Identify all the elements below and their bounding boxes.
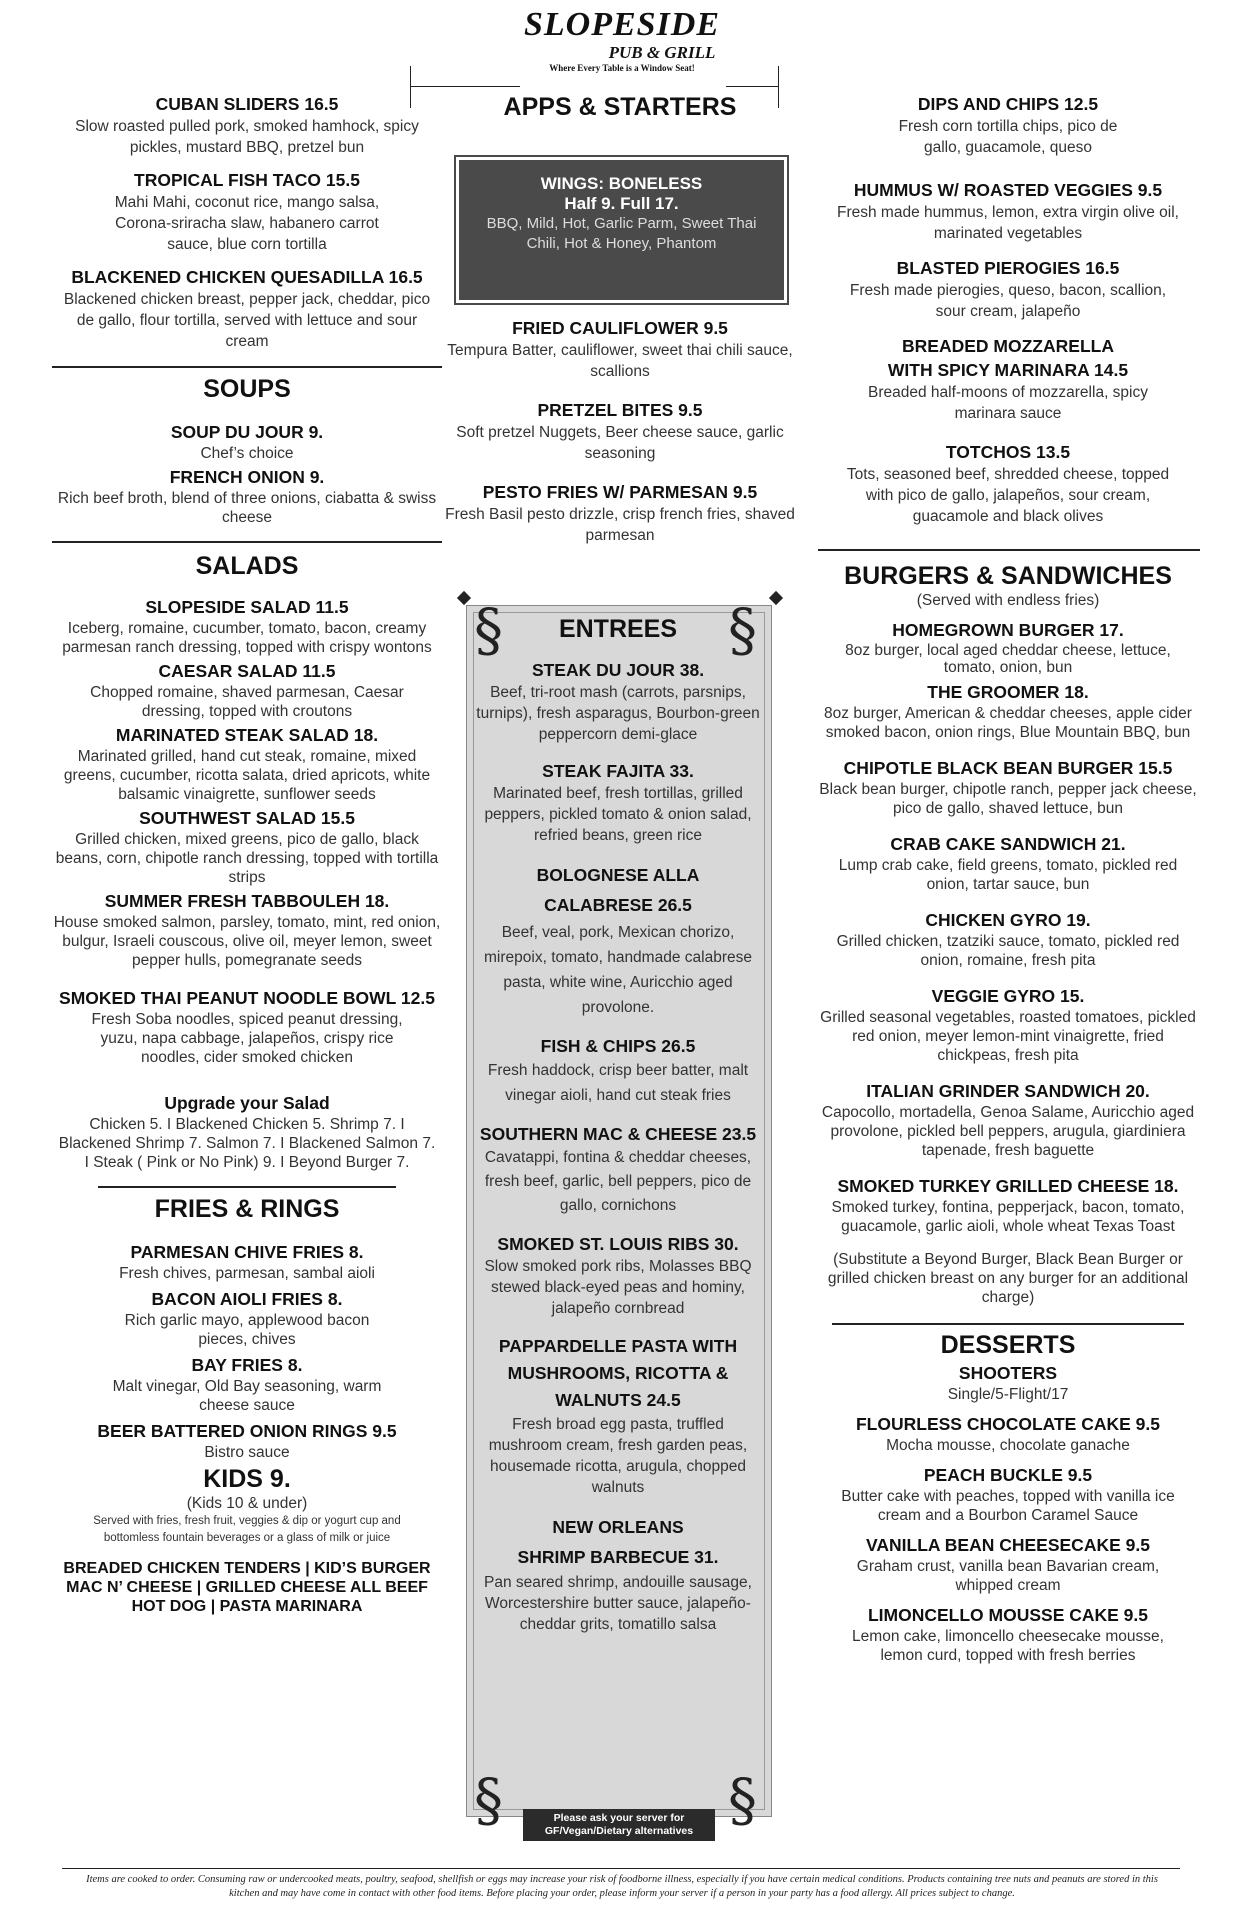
item-desc: Lemon cake, limoncello cheesecake mousse, lemon curd, topped with fresh berries	[852, 1628, 1164, 1664]
top-rule-left	[410, 86, 520, 87]
item-desc: Iceberg, romaine, cucumber, tomato, bacon, creamy parmesan ranch dressing, topped with crispy wontons	[62, 620, 432, 656]
item-title: BLACKENED CHICKEN QUESADILLA 16.5	[71, 267, 423, 287]
item-desc: Slow roasted pulled pork, smoked hamhock, spicy pickles, mustard BBQ, pretzel bun	[75, 118, 419, 156]
item-title: MARINATED STEAK SALAD 18.	[115, 725, 379, 745]
item-title: VANILLA BEAN CHEESECAKE 9.5	[866, 1535, 1150, 1555]
item-desc: Tots, seasoned beef, shredded cheese, topped with pico de gallo, jalapeños, sour cream, guacamole and black olives	[846, 466, 1170, 525]
item-title: CAESAR SALAD 11.5	[158, 661, 336, 681]
item-desc: Fresh haddock, crisp beer batter, malt vinegar aioli, hand cut steak fries	[487, 1062, 749, 1104]
item-desc: Breaded half-moons of mozzarella, spicy marinara sauce	[868, 384, 1148, 422]
item-title: TROPICAL FISH TACO 15.5	[134, 170, 360, 190]
menu-item	[432, 316, 808, 382]
menu-item	[818, 1361, 1198, 1404]
menu-item	[52, 1353, 442, 1415]
item-desc: Single/5-Flight/17	[947, 1386, 1069, 1403]
item-title: CHICKEN GYRO 19.	[925, 910, 1091, 930]
kids-note: Served with fries, fresh fruit, veggies & dip or yogurt cup and bottomless fountain beverages or a glass of milk or juice	[93, 1515, 401, 1544]
apps-heading: APPS & STARTERS	[503, 93, 737, 121]
burgers-sub: (Served with endless fries)	[916, 592, 1100, 609]
section-divider	[52, 366, 442, 368]
item-title: CHIPOTLE BLACK BEAN BURGER 15.5	[843, 758, 1173, 778]
upgrade-title: Upgrade your Salad	[164, 1093, 330, 1113]
wings-title: WINGS: BONELESS	[540, 174, 703, 193]
corner-diamond-icon	[769, 591, 783, 605]
item-title: PARMESAN CHIVE FRIES 8.	[130, 1242, 364, 1262]
dietary-notice: Please ask your server for GF/Vegan/Dietary alternatives	[523, 1809, 715, 1841]
menu-item	[818, 908, 1198, 970]
item-title: PEACH BUCKLE 9.5	[923, 1465, 1093, 1485]
item-title: PESTO FRIES W/ PARMESAN 9.5	[482, 482, 758, 502]
item-desc: Mahi Mahi, coconut rice, mango salsa, Corona-sriracha slaw, habanero carrot sauce, blue corn tortilla	[114, 194, 380, 253]
menu-item	[476, 658, 760, 745]
item-desc: Grilled chicken, tzatziki sauce, tomato, pickled red onion, romaine, fresh pita	[836, 933, 1180, 969]
menu-item	[52, 265, 442, 352]
item-title: VEGGIE GYRO 15.	[931, 986, 1085, 1006]
menu-item	[818, 1463, 1198, 1525]
entrees-column	[476, 612, 760, 1645]
menu-item	[52, 595, 442, 657]
item-desc: Beef, veal, pork, Mexican chorizo, mirepoix, tomato, handmade calabrese pasta, white wine, Auricchio aged provolone.	[484, 924, 752, 1016]
item-desc: Fresh Basil pesto drizzle, crisp french fries, shaved parmesan	[445, 506, 795, 544]
item-desc: Blackened chicken breast, pepper jack, cheddar, pico de gallo, flour tortilla, served with lettuce and sour cream	[63, 291, 431, 350]
kids-heading: KIDS 9.	[203, 1465, 291, 1493]
item-title: SOUTHERN MAC & CHEESE 23.5	[479, 1124, 757, 1144]
item-title: BOLOGNESE ALLA CALABRESE 26.5	[536, 865, 700, 915]
menu-item	[818, 440, 1198, 527]
item-desc: Soft pretzel Nuggets, Beer cheese sauce, garlic seasoning	[456, 424, 784, 462]
item-desc: Chopped romaine, shaved parmesan, Caesar dressing, topped with croutons	[90, 684, 404, 720]
menu-item	[52, 420, 442, 463]
section-divider	[52, 541, 442, 543]
logo-tagline: Where Every Table is a Window Seat!	[549, 63, 695, 73]
logo-subname: PUB & GRILL	[608, 43, 716, 62]
item-title: THE GROOMER 18.	[927, 682, 1089, 702]
item-title: LIMONCELLO MOUSSE CAKE 9.5	[867, 1605, 1149, 1625]
upgrade-salad	[52, 1091, 442, 1172]
item-desc: Tempura Batter, cauliflower, sweet thai chili sauce, scallions	[447, 342, 793, 380]
footer-divider	[62, 1868, 1180, 1869]
item-desc: Fresh broad egg pasta, truffled mushroom cream, fresh garden peas, housemade ricotta, arugula, chopped walnuts	[488, 1416, 748, 1496]
item-desc: Butter cake with peaches, topped with vanilla ice cream and a Bourbon Caramel Sauce	[841, 1488, 1175, 1524]
item-desc: Graham crust, vanilla bean Bavarian cream, whipped cream	[856, 1558, 1160, 1594]
menu-item	[818, 680, 1198, 742]
item-title: SOUP DU JOUR 9.	[170, 422, 324, 442]
kids-sub: (Kids 10 & under)	[186, 1495, 308, 1512]
item-title: STEAK FAJITA 33.	[542, 761, 694, 781]
item-title: SUMMER FRESH TABBOULEH 18.	[104, 891, 390, 911]
item-title: SMOKED ST. LOUIS RIBS 30.	[497, 1234, 739, 1254]
item-title: PAPPARDELLE PASTA WITH MUSHROOMS, RICOTTA & WALNUTS 24.5	[498, 1336, 738, 1410]
item-desc: Beef, tri-root mash (carrots, parsnips, turnips), fresh asparagus, Bourbon-green peppercorn demi-glace	[476, 684, 760, 743]
item-title: CRAB CAKE SANDWICH 21.	[890, 834, 1126, 854]
item-desc: Marinated grilled, hand cut steak, romaine, mixed greens, cucumber, ricotta salata, dried apricots, white balsamic vinaigrette, sunflower seeds	[63, 748, 431, 803]
item-desc: Fresh made pierogies, queso, bacon, scallion, sour cream, jalapeño	[849, 282, 1167, 320]
menu-item	[432, 398, 808, 464]
apps-column	[432, 90, 808, 124]
scroll-ornament-icon: §	[474, 596, 503, 664]
logo-name: SLOPESIDE	[523, 6, 721, 43]
item-desc: Grilled seasonal vegetables, roasted tomatoes, pickled red onion, meyer lemon-mint vinaigrette, fried chickpeas, fresh pita	[820, 1009, 1196, 1064]
menu-item	[818, 984, 1198, 1065]
item-desc: 8oz burger, American & cheddar cheeses, apple cider smoked bacon, onion rings, Blue Mountain BBQ, bun	[824, 705, 1192, 741]
item-desc: Fresh corn tortilla chips, pico de gallo, guacamole, queso	[898, 118, 1118, 156]
menu-item	[52, 465, 442, 527]
item-desc: Bistro sauce	[204, 1444, 290, 1461]
menu-item	[476, 1232, 760, 1319]
item-title: BEER BATTERED ONION RINGS 9.5	[97, 1421, 397, 1441]
menu-item	[52, 986, 442, 1067]
item-title: FLOURLESS CHOCOLATE CAKE 9.5	[855, 1414, 1160, 1434]
scroll-ornament-icon: §	[728, 596, 757, 664]
item-desc: Smoked turkey, fontina, pepperjack, bacon, tomato, guacamole, garlic aioli, whole wheat Texas Toast	[831, 1199, 1185, 1235]
item-title: TOTCHOS 13.5	[945, 442, 1071, 462]
item-title: SLOPESIDE SALAD 11.5	[145, 597, 349, 617]
top-rule-right	[726, 86, 778, 87]
item-title: SOUTHWEST SALAD 15.5	[139, 808, 355, 828]
item-desc: Black bean burger, chipotle ranch, pepper jack cheese, pico de gallo, shaved lettuce, bun	[819, 781, 1197, 817]
wings-price: Half 9. Full 17.	[564, 194, 679, 213]
menu-item	[818, 334, 1198, 424]
menu-item	[818, 92, 1198, 158]
fries-heading: FRIES & RINGS	[154, 1195, 340, 1223]
wings-box	[459, 160, 784, 300]
item-desc: Marinated beef, fresh tortillas, grilled peppers, pickled tomato & onion salad, refried beans, green rice	[484, 785, 752, 844]
menu-item	[818, 756, 1198, 818]
item-title: SMOKED TURKEY GRILLED CHEESE 18.	[837, 1176, 1179, 1196]
right-column	[818, 92, 1198, 1675]
menu-item	[818, 178, 1198, 244]
menu-item	[476, 1333, 760, 1498]
menu-item	[818, 1079, 1198, 1160]
item-desc: Rich beef broth, blend of three onions, ciabatta & swiss cheese	[57, 490, 437, 526]
item-desc: Grilled chicken, mixed greens, pico de gallo, black beans, corn, chipotle ranch dressing, topped with tortilla strips	[55, 831, 439, 886]
menu-item	[52, 659, 442, 721]
restaurant-logo	[510, 6, 734, 82]
item-desc: Mocha mousse, chocolate ganache	[886, 1437, 1130, 1454]
corner-diamond-icon	[457, 591, 471, 605]
soups-heading: SOUPS	[203, 375, 291, 403]
menu-item	[476, 1122, 760, 1218]
section-divider	[818, 549, 1200, 551]
item-title: DIPS AND CHIPS 12.5	[917, 94, 1099, 114]
wings-flavors: BBQ, Mild, Hot, Garlic Parm, Sweet Thai Chili, Hot & Honey, Phantom	[486, 215, 757, 252]
menu-item	[52, 168, 442, 255]
section-divider	[832, 1323, 1184, 1325]
item-desc: Slow smoked pork ribs, Molasses BBQ stewed black-eyed peas and hominy, jalapeño cornbread	[484, 1258, 752, 1317]
section-divider	[98, 1186, 396, 1188]
menu-item	[818, 256, 1198, 322]
menu-item	[818, 1174, 1198, 1236]
menu-item	[52, 806, 442, 887]
burgers-heading: BURGERS & SANDWICHES	[844, 562, 1172, 590]
item-title: BREADED MOZZARELLA WITH SPICY MARINARA 14.5	[887, 336, 1129, 380]
item-title: SHOOTERS	[958, 1363, 1058, 1383]
item-title: BACON AIOLI FRIES 8.	[151, 1289, 343, 1309]
upgrade-desc: Chicken 5. I Blackened Chicken 5. Shrimp 7. I Blackened Shrimp 7. Salmon 7. I Blackened Salmon 7. I Steak ( Pink or No Pink) 9. I Beyond Burger 7.	[58, 1116, 436, 1171]
menu-item	[52, 723, 442, 804]
menu-item	[818, 1412, 1198, 1455]
left-column	[52, 92, 442, 1616]
item-title: PRETZEL BITES 9.5	[537, 400, 703, 420]
menu-item	[52, 889, 442, 970]
menu-item	[818, 1533, 1198, 1595]
kids-items: BREADED CHICKEN TENDERS | KID’S BURGER MAC N’ CHEESE | GRILLED CHEESE ALL BEEF HOT DOG | PASTA MARINARA	[63, 1560, 431, 1615]
item-desc: 8oz burger, local aged cheddar cheese, lettuce, tomato, onion, bun	[845, 642, 1171, 676]
item-desc: House smoked salmon, parsley, tomato, mint, red onion, bulgur, Israeli couscous, olive oil, meyer lemon, sweet pepper hulls, pomegranate seeds	[53, 914, 441, 969]
menu-item	[52, 1240, 442, 1283]
item-title: BLASTED PIEROGIES 16.5	[896, 258, 1120, 278]
item-desc: Chef’s choice	[200, 445, 294, 462]
item-title: HUMMUS W/ ROASTED VEGGIES 9.5	[853, 180, 1163, 200]
menu-item	[476, 1034, 760, 1108]
item-title: HOMEGROWN BURGER 17.	[892, 620, 1124, 640]
item-title: STEAK DU JOUR 38.	[531, 660, 705, 680]
item-desc: Cavatappi, fontina & cheddar cheeses, fresh beef, garlic, bell peppers, pico de gallo, cornichons	[484, 1149, 752, 1214]
menu-item	[818, 832, 1198, 894]
item-title: NEW ORLEANS SHRIMP BARBECUE 31.	[517, 1517, 719, 1567]
menu-item	[476, 1512, 760, 1635]
menu-item	[818, 618, 1198, 676]
menu-item	[432, 480, 808, 546]
substitute-note: (Substitute a Beyond Burger, Black Bean Burger or grilled chicken breast on any burger for an additional charge)	[827, 1251, 1189, 1306]
item-title: FRENCH ONION 9.	[169, 467, 325, 487]
menu-item	[52, 1419, 442, 1462]
menu-item	[818, 1603, 1198, 1665]
item-desc: Lump crab cake, field greens, tomato, pickled red onion, tartar sauce, bun	[838, 857, 1178, 893]
item-desc: Malt vinegar, Old Bay seasoning, warm cheese sauce	[112, 1378, 382, 1414]
scroll-ornament-icon: §	[474, 1766, 503, 1834]
menu-item	[52, 92, 442, 158]
item-desc: Fresh Soba noodles, spiced peanut dressing, yuzu, napa cabbage, jalapeños, crispy rice noodles, cider smoked chicken	[91, 1011, 403, 1066]
item-title: ITALIAN GRINDER SANDWICH 20.	[866, 1081, 1150, 1101]
scroll-ornament-icon: §	[728, 1766, 757, 1834]
item-desc: Fresh chives, parmesan, sambal aioli	[119, 1265, 375, 1282]
salads-heading: SALADS	[195, 552, 299, 580]
item-title: CUBAN SLIDERS 16.5	[155, 94, 339, 114]
menu-item	[52, 1287, 442, 1349]
item-desc: Pan seared shrimp, andouille sausage, Worcestershire butter sauce, jalapeño-cheddar grits, tomatillo salsa	[484, 1574, 752, 1633]
apps-list	[432, 316, 808, 556]
item-desc: Fresh made hummus, lemon, extra virgin olive oil, marinated vegetables	[837, 204, 1179, 242]
desserts-heading: DESSERTS	[940, 1331, 1076, 1359]
item-desc: Rich garlic mayo, applewood bacon pieces, chives	[124, 1312, 370, 1348]
item-desc: Capocollo, mortadella, Genoa Salame, Auricchio aged provolone, pickled bell peppers, arugula, giardiniera tapenade, fresh baguette	[821, 1104, 1195, 1159]
entrees-heading: ENTREES	[558, 615, 678, 643]
footer-disclaimer: Items are cooked to order. Consuming raw or undercooked meats, poultry, seafood, shellfish or eggs may increase your risk of foodborne illness, especially if you have certain medical conditions. Products containing tree nuts and peanuts are stored in this kitchen and may have come in contact with other food items. Before placing your order, please inform your server if a person in your party has a food allergy. All prices subject to change.	[86, 1874, 1158, 1899]
item-title: FISH & CHIPS 26.5	[540, 1036, 696, 1056]
menu-item	[476, 759, 760, 846]
menu-item	[476, 860, 760, 1020]
item-title: BAY FRIES 8.	[191, 1355, 303, 1375]
item-title: SMOKED THAI PEANUT NOODLE BOWL 12.5	[59, 988, 435, 1008]
item-title: FRIED CAULIFLOWER 9.5	[512, 318, 728, 338]
